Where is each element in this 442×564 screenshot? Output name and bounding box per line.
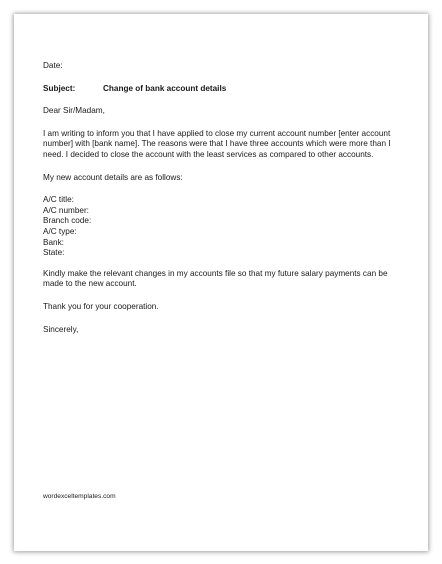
account-details-intro: My new account details are as follows: — [43, 172, 183, 182]
account-fields-list — [43, 195, 403, 259]
field-state: State: — [43, 248, 65, 258]
field-bank: Bank: — [43, 237, 64, 247]
request-line: Kindly make the relevant changes in my accounts file so that my future salary payments can be — [43, 268, 388, 278]
footer-watermark: wordexceltemplates.com — [43, 493, 116, 500]
salutation: Dear Sir/Madam, — [43, 106, 105, 116]
body-line: number] with [bank name]. The reasons were that I have three accounts which were more than I — [43, 139, 391, 149]
body-paragraph — [43, 129, 403, 161]
body-line: I am writing to inform you that I have applied to close my current account number [enter account — [43, 128, 391, 138]
date-line: Date: — [43, 61, 63, 70]
letter-body — [43, 61, 403, 335]
request-paragraph — [43, 269, 403, 290]
field-ac-title: A/C title: — [43, 195, 74, 205]
thanks-line: Thank you for your cooperation. — [43, 301, 159, 311]
closing-line: Sincerely, — [43, 324, 79, 334]
request-line: made to the new account. — [43, 279, 137, 289]
subject-line — [43, 84, 403, 95]
body-line: need. I decided to close the account with the least services as compared to other accounts. — [43, 149, 374, 159]
subject-label: Subject: — [43, 83, 76, 93]
field-branch-code: Branch code: — [43, 216, 92, 226]
field-ac-type: A/C type: — [43, 226, 77, 236]
subject-text: Change of bank account details — [103, 83, 227, 93]
field-ac-number: A/C number: — [43, 205, 89, 215]
